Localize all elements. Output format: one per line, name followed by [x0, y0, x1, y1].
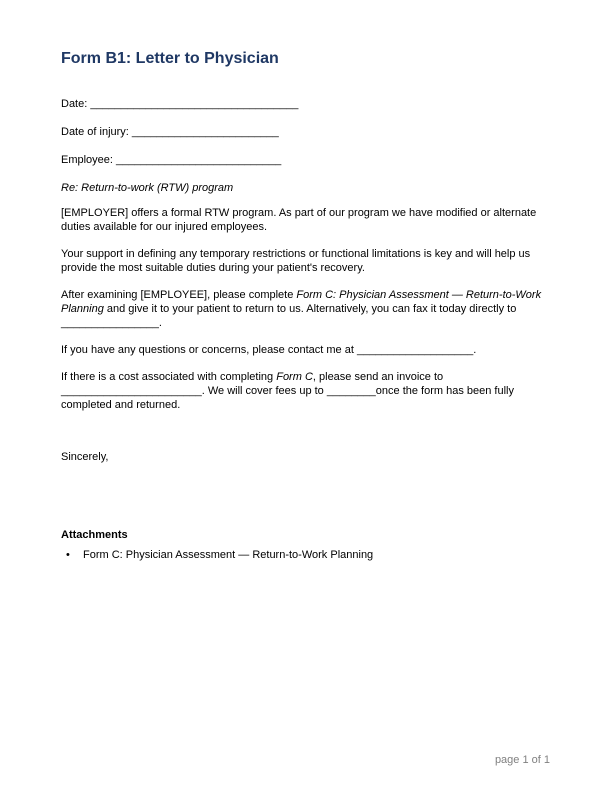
paragraph-cost [61, 370, 547, 412]
paragraph-cost-text-before: If there is a cost associated with completing [61, 371, 277, 383]
contact-info-blank: ___________________ [356, 344, 474, 356]
paragraph-cost-text-middle: , please send an invoice to [312, 371, 444, 383]
field-employee-label: Employee: [61, 154, 117, 166]
bullet-icon: • [66, 549, 70, 561]
form-c-short-italic: Form C [276, 371, 313, 383]
closing-sincerely: Sincerely, [61, 451, 109, 463]
re-subject-line: Re: Return-to-work (RTW) program [61, 182, 234, 194]
field-date-of-injury [61, 125, 547, 139]
paragraph-employer-program: [EMPLOYER] offers a formal RTW program. As part of our program we have modified or alternate duties available for our injured employees. [61, 207, 537, 233]
form-c-title-italic: Form C: Physician Assessment — Return-to-Work Planning [61, 289, 542, 315]
attachment-item-label: Form C: Physician Assessment — Return-to-Work Planning [83, 549, 374, 561]
paragraph-cost-text-after-invoice: . We will cover fees up to [201, 385, 327, 397]
paragraph-cost-text-end: once the form has been fully completed and returned. [61, 385, 514, 411]
paragraph-contact [61, 343, 547, 357]
paragraph-support: Your support in defining any temporary restrictions or functional limitations is key and will help us provide the most suitable duties during your patient's recovery. [61, 248, 531, 274]
field-employee [61, 153, 547, 167]
attachment-list-item [61, 548, 547, 562]
paragraph-contact-text: If you have any questions or concerns, please contact me at [61, 344, 357, 356]
fee-amount-blank: ________ [326, 385, 376, 397]
fax-number-blank: ________________ [61, 317, 159, 329]
paragraph-contact-period: . [473, 344, 477, 356]
field-date-blank: __________________________________ [90, 98, 299, 110]
paragraph-examining-text-after: and give it to your patient to return to us. Alternatively, you can fax it today directly to [103, 303, 517, 315]
attachments-heading: Attachments [61, 529, 128, 541]
page-title: Form B1: Letter to Physician [61, 50, 279, 67]
paragraph-examining [61, 288, 547, 330]
invoice-address-blank: _______________________ [61, 385, 202, 397]
page-number-footer: page 1 of 1 [494, 754, 550, 766]
field-date-of-injury-blank: ________________________ [131, 126, 279, 138]
paragraph-examining-text-before: After examining [EMPLOYEE], please complete [61, 289, 297, 301]
paragraph-examining-period: . [158, 317, 162, 329]
field-date [61, 97, 547, 111]
field-date-label: Date: [61, 98, 91, 110]
field-date-of-injury-label: Date of injury: [61, 126, 132, 138]
field-employee-blank: ___________________________ [116, 154, 282, 166]
